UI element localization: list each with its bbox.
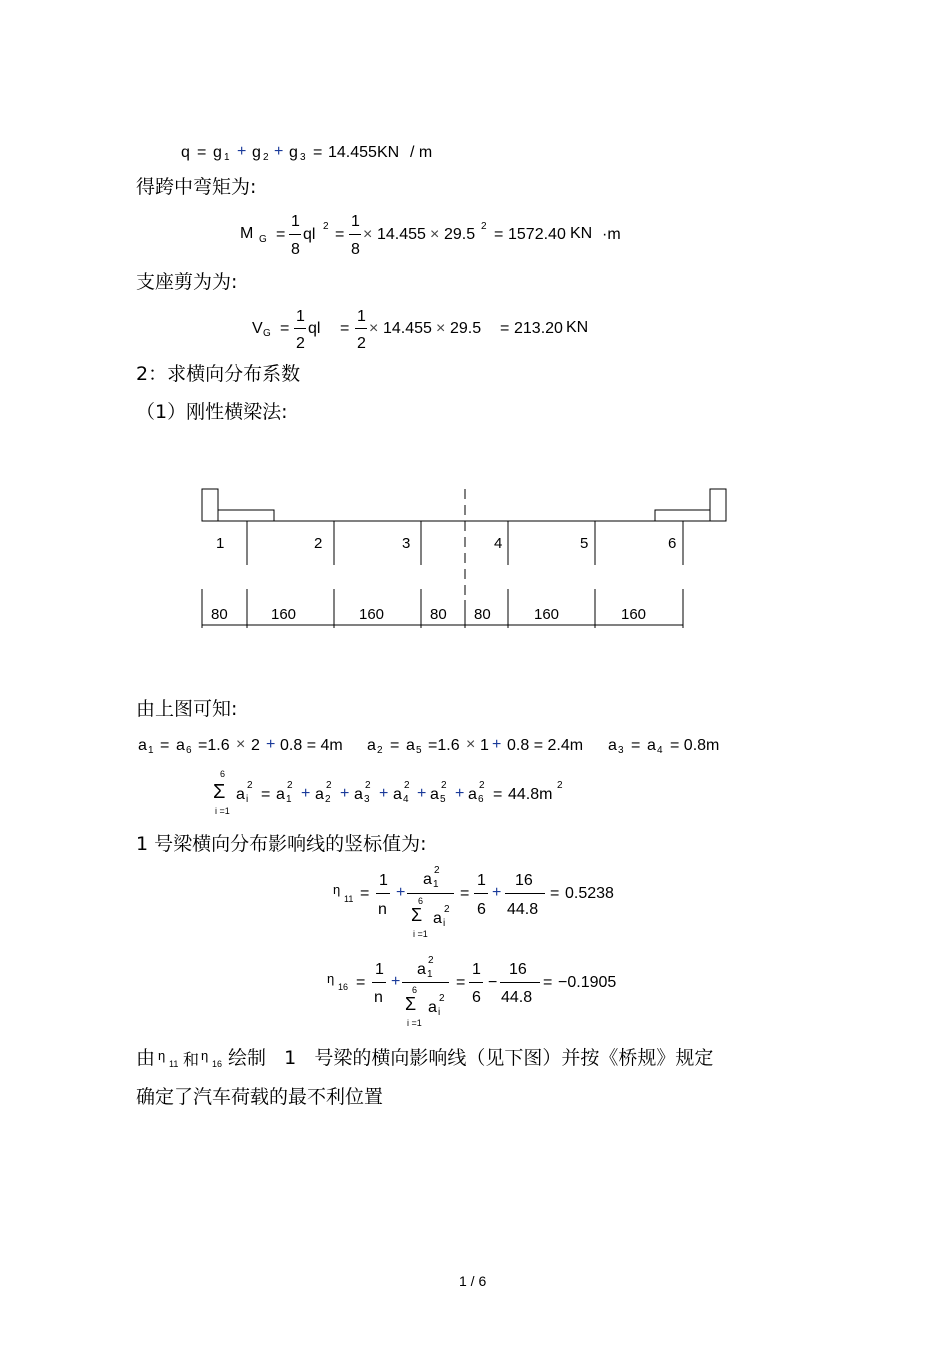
fraction-denominator: 8 (351, 241, 360, 258)
fraction-bar (505, 893, 545, 894)
paragraph-influence-intro: 1 号梁横向分布影响线的竖标值为: (136, 833, 427, 855)
eq-exponent: 2 (481, 221, 487, 232)
dimension-label: 80 (211, 606, 228, 623)
sum-term-1: a (276, 786, 285, 803)
eq-value: 1 (480, 737, 489, 754)
eq-operator: + (391, 973, 401, 990)
eq-exponent: 2 (323, 221, 329, 232)
eq-subscript: i (246, 794, 249, 805)
eq-expression: =1.6 (428, 737, 460, 754)
eq-operator: + (237, 143, 247, 160)
eq-subscript: 2 (263, 152, 269, 163)
eq-operator: = (335, 226, 345, 243)
paragraph-shear-intro: 支座剪为为: (136, 271, 238, 293)
sum-upper-limit: 6 (220, 769, 226, 779)
right-sidewalk (655, 510, 710, 521)
eq-operator: + (455, 785, 465, 802)
eq-exponent: 2 (439, 993, 445, 1004)
sum-upper-limit: 6 (412, 985, 418, 995)
eq-exponent: 2 (434, 865, 440, 876)
eq-symbol: g (213, 144, 222, 161)
eq-operator: = (340, 320, 350, 337)
eq-exponent: 2 (441, 780, 447, 791)
fraction-bar (376, 893, 390, 894)
eq-symbol: a (433, 910, 442, 927)
eq-exponent: 2 (287, 780, 293, 791)
page-number: 1 / 6 (459, 1273, 487, 1289)
fraction-denominator: 44.8 (507, 901, 539, 918)
eq-value: 14.455KN (328, 144, 400, 161)
eq-symbol: a (406, 737, 415, 754)
eq-operator: = (160, 737, 170, 754)
eq-operator: = (356, 974, 366, 991)
eq-exponent: 2 (428, 955, 434, 966)
eq-symbol: V (252, 320, 263, 337)
eq-subscript: 4 (657, 745, 663, 756)
eq-expression: =1.6 (198, 737, 230, 754)
fraction-bar (469, 982, 483, 983)
eq-subscript: 3 (618, 745, 624, 756)
dimension-label: 160 (271, 606, 297, 623)
eq-value: 29.5 (444, 226, 476, 243)
eq-subscript: i (443, 918, 446, 929)
eta-symbol: η (333, 882, 341, 897)
fraction-bar (402, 982, 449, 983)
right-curb (710, 489, 726, 521)
eq-value: 14.455 (383, 320, 432, 337)
fraction-numerator: 1 (296, 308, 305, 325)
fraction-numerator: 1 (351, 213, 360, 230)
eq-subscript: 4 (403, 794, 409, 805)
eq-subscript: 11 (344, 894, 354, 904)
left-sidewalk (218, 510, 274, 521)
sigma-symbol: Σ (405, 994, 417, 1014)
eq-symbol: ql (303, 226, 316, 243)
fraction-bar (372, 982, 386, 983)
eq-subscript: 6 (186, 745, 192, 756)
eq-operator: = (631, 737, 641, 754)
eq-symbol: ql (308, 320, 321, 337)
fraction-denominator: n (378, 901, 387, 918)
eta-symbol: η (201, 1048, 209, 1063)
eta-symbol: η (158, 1048, 166, 1063)
fraction-numerator: a (423, 871, 432, 888)
eq-symbol: a (428, 999, 437, 1016)
eq-unit: KN (566, 319, 589, 336)
eq-value: 0.8 = 2.4m (507, 737, 584, 754)
section-heading-2: 2：求横向分布系数 (136, 363, 301, 385)
eq-subscript: 5 (440, 794, 446, 805)
eq-value: 0.5238 (565, 885, 614, 902)
eq-subscript: 1 (433, 879, 439, 890)
eq-symbol: q (181, 144, 190, 161)
eq-value: 0.8 = 4m (280, 737, 343, 754)
eq-subscript: 2 (377, 745, 383, 756)
dimension-label: 80 (430, 606, 447, 623)
eta-symbol: η (327, 971, 335, 986)
left-curb (202, 489, 218, 521)
fraction-numerator: 16 (509, 961, 527, 978)
eq-symbol: a (367, 737, 376, 754)
eq-operator: = (460, 885, 470, 902)
eq-value: 14.455 (377, 226, 426, 243)
eq-operator: × (436, 320, 446, 337)
eq-operator: = (313, 144, 323, 161)
eq-value: 2 (251, 737, 260, 754)
eq-operator: = (390, 737, 400, 754)
eq-operator: = (456, 974, 466, 991)
eq-unit: KN (570, 225, 593, 242)
beam-label-1: 1 (216, 535, 225, 552)
paragraph-from-figure: 由上图可知: (136, 698, 238, 720)
eq-operator: + (340, 785, 350, 802)
eq-subscript: 1 (286, 794, 292, 805)
eq-exponent: 2 (557, 780, 563, 791)
eq-symbol: a (608, 737, 617, 754)
eq-operator: = (550, 885, 560, 902)
eq-operator: + (417, 785, 427, 802)
eq-symbol: a (176, 737, 185, 754)
eq-subscript: 1 (427, 969, 433, 980)
fraction-numerator: 1 (357, 308, 366, 325)
eq-exponent: 2 (404, 780, 410, 791)
fraction-bar (500, 982, 540, 983)
eq-operator: × (236, 736, 246, 753)
eq-subscript: 11 (169, 1059, 179, 1069)
sum-lower-limit: i =1 (215, 806, 230, 816)
fraction-numerator: 1 (379, 872, 388, 889)
eq-operator: = (360, 885, 370, 902)
eq-symbol: g (252, 144, 261, 161)
eq-subscript: 1 (224, 152, 230, 163)
sigma-symbol: Σ (213, 781, 226, 803)
sum-lower-limit: i =1 (407, 1018, 422, 1028)
sum-term-5: a (430, 786, 439, 803)
eq-subscript: G (259, 234, 267, 245)
eq-operator: × (369, 320, 379, 337)
eq-operator: = (494, 226, 504, 243)
beam-label-5: 5 (580, 535, 589, 552)
dimension-label: 80 (474, 606, 491, 623)
dimension-label: 160 (621, 606, 647, 623)
eq-subscript: 6 (478, 794, 484, 805)
eq-symbol: a (647, 737, 656, 754)
paragraph-text: 和 (183, 1050, 200, 1069)
eq-exponent: 2 (247, 780, 253, 791)
eq-operator: + (266, 736, 276, 753)
beam-label-4: 4 (494, 535, 503, 552)
eq-operator: = (493, 786, 503, 803)
sum-term-2: a (315, 786, 324, 803)
eq-exponent: 2 (479, 780, 485, 791)
eq-subscript: 3 (364, 794, 370, 805)
sum-term-6: a (468, 786, 477, 803)
dimension-label: 160 (359, 606, 385, 623)
eq-subscript: i (438, 1007, 441, 1018)
eq-operator: + (492, 736, 502, 753)
eq-operator: = (261, 786, 271, 803)
eq-subscript: 3 (300, 152, 306, 163)
eq-subscript: G (263, 328, 271, 339)
fraction-numerator: 1 (472, 961, 481, 978)
fraction-denominator: 44.8 (501, 989, 533, 1006)
paragraph-text: 绘制 1 号梁的横向影响线（见下图）并按《桥规》规定 (228, 1047, 714, 1069)
eq-symbol: a (236, 786, 245, 803)
fraction-denominator: 6 (477, 901, 486, 918)
fraction-numerator: 1 (477, 872, 486, 889)
eq-subscript: 16 (338, 982, 349, 992)
eq-operator: + (492, 884, 502, 901)
eq-exponent: 2 (365, 780, 371, 791)
eq-operator: + (274, 143, 284, 160)
eq-operator: + (396, 884, 406, 901)
beam-label-2: 2 (314, 535, 323, 552)
eq-operator: × (430, 226, 440, 243)
beam-label-6: 6 (668, 535, 677, 552)
dimension-label: 160 (534, 606, 560, 623)
eq-operator: + (301, 785, 311, 802)
fraction-bar (474, 893, 488, 894)
eq-subscript: 1 (148, 745, 154, 756)
sigma-symbol: Σ (411, 905, 423, 925)
sum-lower-limit: i =1 (413, 929, 428, 939)
eq-subscript: 2 (325, 794, 331, 805)
fraction-numerator: 1 (375, 961, 384, 978)
subsection-heading-rigid: （1）刚性横梁法: (136, 401, 288, 423)
eq-operator: = (500, 320, 510, 337)
eq-value: −0.1905 (558, 974, 617, 991)
eq-value: 29.5 (450, 320, 482, 337)
paragraph-moment-intro: 得跨中弯矩为: (136, 176, 257, 198)
eq-operator: × (363, 226, 373, 243)
eq-operator: − (488, 974, 498, 991)
eq-value: 1572.40 (508, 226, 566, 243)
fraction-numerator: 1 (291, 213, 300, 230)
eq-operator: = (197, 144, 207, 161)
eq-unit: ·m (602, 226, 621, 243)
eq-symbol: M (240, 225, 254, 242)
eq-symbol: a (138, 737, 147, 754)
fraction-numerator: a (417, 961, 426, 978)
fraction-numerator: 16 (515, 872, 533, 889)
fraction-denominator: 2 (357, 335, 366, 352)
fraction-denominator: n (374, 989, 383, 1006)
eq-value: 44.8m (508, 786, 553, 803)
fraction-denominator: 8 (291, 241, 300, 258)
eq-operator: = (280, 320, 290, 337)
eq-subscript: 16 (212, 1059, 223, 1069)
eq-subscript: 5 (416, 745, 422, 756)
eq-operator: × (466, 736, 476, 753)
beam-label-3: 3 (402, 535, 411, 552)
eq-unit: / m (410, 144, 433, 161)
eq-operator: = (543, 974, 553, 991)
sum-term-3: a (354, 786, 363, 803)
sum-upper-limit: 6 (418, 896, 424, 906)
eq-operator: + (379, 785, 389, 802)
eq-value: 213.20 (514, 320, 563, 337)
eq-symbol: g (289, 144, 298, 161)
eq-exponent: 2 (444, 904, 450, 915)
sum-term-4: a (393, 786, 402, 803)
eq-operator: = (276, 226, 286, 243)
eq-exponent: 2 (326, 780, 332, 791)
fraction-denominator: 2 (296, 335, 305, 352)
paragraph-text: 确定了汽车荷载的最不利位置 (136, 1086, 384, 1108)
fraction-bar (407, 893, 454, 894)
fraction-denominator: 6 (472, 989, 481, 1006)
paragraph-text: 由 (136, 1047, 156, 1069)
eq-value: = 0.8m (670, 737, 720, 754)
